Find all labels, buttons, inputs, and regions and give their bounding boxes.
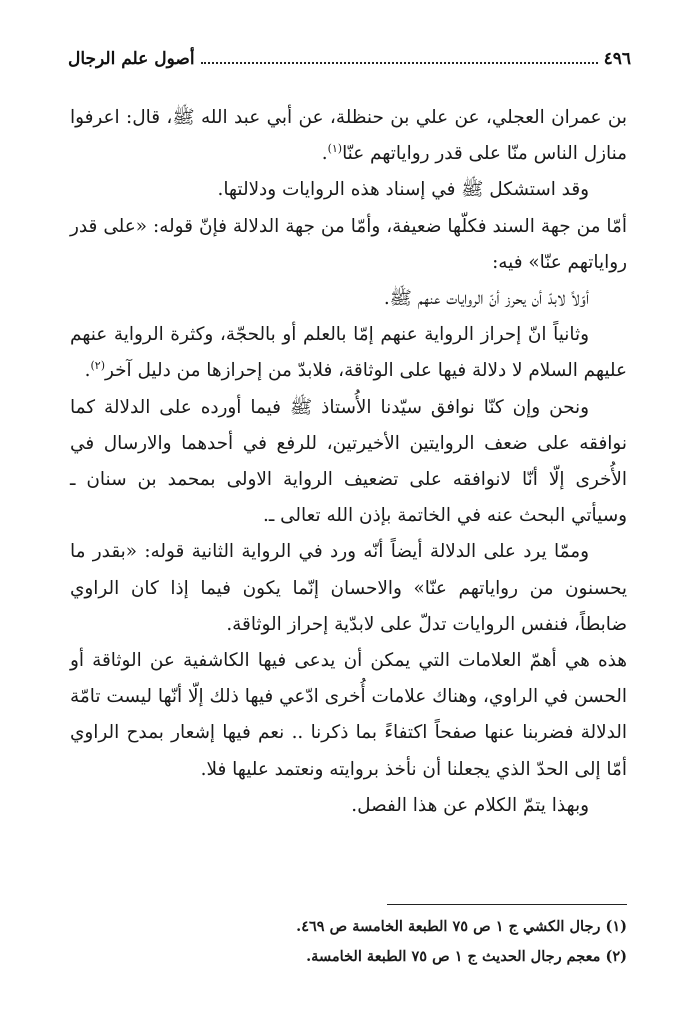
paragraph-1 [70,100,627,172]
leader-dots [201,62,598,64]
footnote-2: (٢) معجم رجال الحديث ج ١ ص ٧٥ الطبعة الخامسة. [306,948,627,965]
paragraph-8: هذه هي أهمّ العلامات التي يمكن أن يدعى فيها الكاشفية عن الوثاقة أو الحسن في الراوي، وهناك علامات أُخرى ادّعي فيها ذلك إلّا أنّها ليست تامّة الدلالة فضربنا عنها صفحاً اكتفاءً بما ذكرنا .. نعم فيها إشعار بمدح الراوي أمّا إلى الحدّ الذي يجعلنا أن نأخذ بروايته ونعتمد عليها فلا. [70,650,627,780]
body-text [70,100,627,824]
footnote-1: (١) رجال الكشي ج ١ ص ٧٥ الطبعة الخامسة ص ٤٦٩. [296,918,627,935]
paragraph-5 [70,317,627,389]
paragraph-1-end: . [321,143,328,165]
footnote-ref-1: (١) [327,142,343,156]
paragraph-1-text: بن عمران العجلي، عن علي بن حنظلة، عن أبي عبد الله ﷺ، قال: اعرفوا منازل الناس منّا على قدر رواياتهم عنّا [70,107,627,165]
running-header [68,44,631,74]
running-title: أصول علم الرجال [68,49,195,69]
paragraph-2: وقد استشكل ﷺ في إسناد هذه الروايات ودلالتها. [217,179,589,201]
paragraph-7: وممّا يرد على الدلالة أيضاً أنّه ورد في الرواية الثانية قوله: «بقدر ما يحسنون من رواياتهم عنّا» والاحسان إنّما يكون فيما إذا كان الراوي ضابطاً، فنفس الروايات تدلّ على لابدّية إحراز الوثاقة. [70,541,627,635]
page-number: ٤٩٦ [603,49,631,69]
paragraph-5-end: . [84,360,91,382]
paragraph-9: وبهذا يتمّ الكلام عن هذا الفصل. [351,794,589,816]
footnotes [70,912,627,972]
footnote-ref-2: (٢) [90,359,106,373]
footnote-rule [387,904,627,905]
paragraph-6: ونحن وإن كنّا نوافق سيّدنا الأُستاذ ﷺ فيما أورده على الدلالة كما نوافقه على ضعف الروايتين الأخيرتين، للرفع في أحدهما والارسال في الأُخرى إلّا أنّا لانوافقه على تضعيف الرواية الاولى بمحمد بن سنان ـ وسيأتي البحث عنه في الخاتمة بإذن الله تعالى ـ. [70,396,627,527]
paragraph-3: أمّا من جهة السند فكلّها ضعيفة، وأمّا من جهة الدلالة فإنّ قوله: «على قدر رواياتهم عنّا» فيه: [70,215,627,273]
paragraph-4: أوّلاً لابدّ أن يحرز أنّ الروايات عنهم ﷺ. [383,288,589,310]
paragraph-5-text: وثانياً انّ إحراز الرواية عنهم إمّا بالعلم أو بالحجّة، وكثرة الرواية عنهم عليهم السلام لا دلالة فيها على الوثاقة، فلابدّ من إحرازها من دليل آخر [70,324,627,382]
